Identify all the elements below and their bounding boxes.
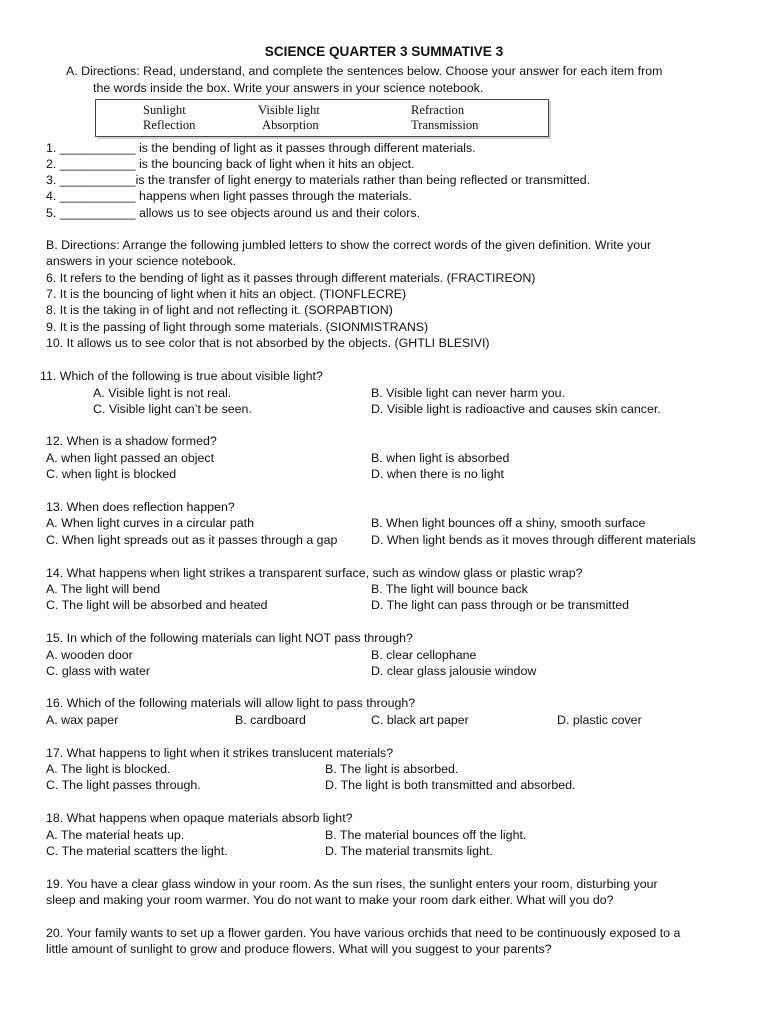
choice-word: Sunlight	[143, 103, 186, 117]
answer-option: B. The light is absorbed.	[325, 762, 459, 776]
answer-option: C. Visible light can’t be seen.	[93, 402, 252, 416]
choice-word: Reflection	[143, 118, 196, 132]
answer-option: D. clear glass jalousie window	[371, 664, 537, 678]
answer-option: C. The material scatters the light.	[46, 844, 228, 858]
choice-word: Visible light	[258, 103, 320, 117]
answer-option: C. The light will be absorbed and heated	[46, 598, 268, 612]
choice-word: Absorption	[262, 118, 319, 132]
part-a-directions: A. Directions: Read, understand, and complete the sentences below. Choose your answer for each item from	[66, 64, 663, 78]
question-stem: 19. You have a clear glass window in your room. As the sun rises, the sunlight enters your room, disturbing your	[46, 877, 658, 891]
answer-option: A. The material heats up.	[46, 828, 185, 842]
answer-option: C. black art paper	[371, 713, 469, 727]
question-stem: 12. When is a shadow formed?	[46, 434, 217, 448]
answer-option: D. The light can pass through or be transmitted	[371, 598, 630, 612]
answer-option: C. The light passes through.	[46, 778, 201, 792]
answer-option: D. The light is both transmitted and absorbed.	[325, 778, 576, 792]
question-item: 10. It allows us to see color that is not absorbed by the objects. (GHTLI BLESIVI)	[46, 336, 490, 350]
answer-option: D. when there is no light	[371, 467, 504, 481]
question-item: 9. It is the passing of light through some materials. (SIONMISTRANS)	[46, 320, 429, 334]
question-item: 7. It is the bouncing of light when it hits an object. (TIONFLECRE)	[46, 287, 407, 301]
answer-option: B. when light is absorbed	[371, 451, 510, 465]
answer-option: B. cardboard	[235, 713, 306, 727]
question-stem: 20. Your family wants to set up a flower garden. You have various orchids that need to be continuously exposed to a	[46, 926, 681, 940]
question-stem: 15. In which of the following materials can light NOT pass through?	[46, 631, 413, 645]
answer-option: A. When light curves in a circular path	[46, 516, 254, 530]
question-item: 3. ___________is the transfer of light energy to materials rather than being reflected or transmitted.	[46, 173, 591, 187]
answer-option: A. when light passed an object	[46, 451, 215, 465]
part-b-directions-cont: answers in your science notebook.	[46, 254, 237, 268]
question-stem-cont: sleep and making your room warmer. You do not want to make your room dark either. What will you do?	[46, 893, 614, 907]
question-stem: 14. What happens when light strikes a transparent surface, such as window glass or plastic wrap?	[46, 566, 583, 580]
answer-option: D. Visible light is radioactive and causes skin cancer.	[371, 402, 661, 416]
word-choice-box	[95, 99, 549, 137]
question-stem: 17. What happens to light when it strikes translucent materials?	[46, 746, 394, 760]
answer-option: B. When light bounces off a shiny, smooth surface	[371, 516, 646, 530]
choice-word: Transmission	[411, 118, 479, 132]
answer-option: C. glass with water	[46, 664, 150, 678]
answer-option: A. wax paper	[46, 713, 119, 727]
choice-word: Refraction	[411, 103, 465, 117]
question-item: 1. ___________ is the bending of light as it passes through different materials.	[46, 141, 476, 155]
answer-option: D. The material transmits light.	[325, 844, 493, 858]
answer-option: C. When light spreads out as it passes through a gap	[46, 533, 338, 547]
question-item: 8. It is the taking in of light and not reflecting it. (SORPABTION)	[46, 303, 393, 317]
answer-option: B. Visible light can never harm you.	[371, 386, 565, 400]
answer-option: B. The material bounces off the light.	[325, 828, 527, 842]
question-item: 6. It refers to the bending of light as it passes through different materials. (FRACTIREON)	[46, 271, 536, 285]
answer-option: D. plastic cover	[557, 713, 642, 727]
question-item: 5. ___________ allows us to see objects around us and their colors.	[46, 206, 421, 220]
question-stem-cont: little amount of sunlight to grow and produce flowers. What will you suggest to your parents?	[46, 942, 552, 956]
page-title: SCIENCE QUARTER 3 SUMMATIVE 3	[264, 44, 504, 59]
answer-option: B. clear cellophane	[371, 648, 477, 662]
answer-option: D. When light bends as it moves through different materials	[371, 533, 696, 547]
question-stem: 18. What happens when opaque materials absorb light?	[46, 811, 353, 825]
question-item: 2. ___________ is the bouncing back of light when it hits an object.	[46, 157, 415, 171]
part-b-directions: B. Directions: Arrange the following jumbled letters to show the correct words of the given definition. Write your	[46, 238, 652, 252]
answer-option: C. when light is blocked	[46, 467, 177, 481]
answer-option: A. Visible light is not real.	[93, 386, 232, 400]
part-a-directions-cont: the words inside the box. Write your answers in your science notebook.	[93, 81, 484, 95]
question-item: 4. ___________ happens when light passes through the materials.	[46, 189, 412, 203]
question-stem: 16. Which of the following materials will allow light to pass through?	[46, 696, 416, 710]
answer-option: B. The light will bounce back	[371, 582, 528, 596]
answer-option: A. wooden door	[46, 648, 133, 662]
answer-option: A. The light is blocked.	[46, 762, 171, 776]
question-stem: 13. When does reflection happen?	[46, 500, 235, 514]
answer-option: A. The light will bend	[46, 582, 161, 596]
question-stem: 11. Which of the following is true about visible light?	[40, 369, 323, 383]
